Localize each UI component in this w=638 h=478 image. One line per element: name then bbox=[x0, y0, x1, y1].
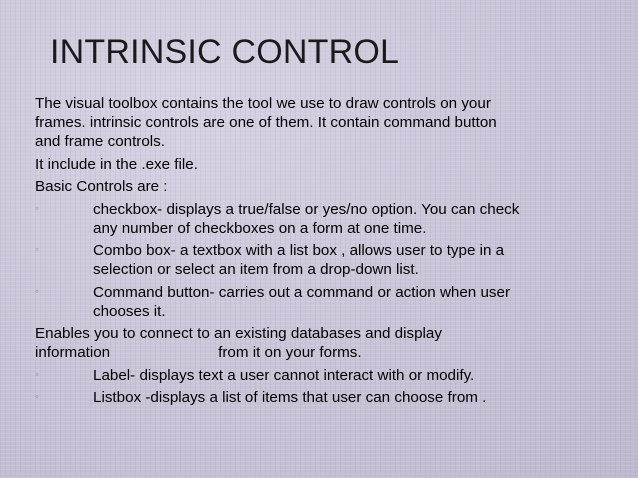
bullet-marker-icon: ◦ bbox=[35, 244, 39, 256]
bullet-label bbox=[35, 366, 610, 385]
slide-body bbox=[35, 94, 610, 411]
bullet-text-line-1: Command button- carries out a command or action when user bbox=[93, 283, 511, 301]
enables-line-2a: information bbox=[35, 344, 111, 361]
bullet-listbox bbox=[35, 388, 610, 407]
slide-title: INTRINSIC CONTROL bbox=[50, 33, 400, 71]
intro-line-1: The visual toolbox contains the tool we use to draw controls on your bbox=[35, 95, 491, 112]
bullet-text-line-1: checkbox- displays a true/false or yes/no option. You can check bbox=[93, 200, 520, 218]
bullet-text-line-1: Label- displays text a user cannot interact with or modify. bbox=[93, 366, 475, 384]
bullet-marker-icon: ◦ bbox=[35, 285, 39, 298]
bullet-text-line-2: any number of checkboxes on a form at one time. bbox=[93, 219, 427, 237]
bullet-combo-box bbox=[35, 241, 610, 279]
bullet-marker-icon: ◦ bbox=[35, 368, 39, 381]
bullet-text-line-1: Combo box- a textbox with a list box , allows user to type in a bbox=[93, 242, 505, 259]
enables-paragraph bbox=[35, 324, 610, 362]
bullet-marker-icon: ◦ bbox=[35, 391, 39, 403]
intro-line-2: frames. intrinsic controls are one of them. It contain command button bbox=[35, 114, 497, 131]
bullet-marker-icon: ◦ bbox=[35, 202, 39, 215]
enables-line-1: Enables you to connect to an existing databases and display bbox=[35, 325, 442, 342]
enables-line-2b: from it on your forms. bbox=[218, 344, 362, 361]
intro-line-3: and frame controls. bbox=[35, 133, 165, 150]
exe-note: It include in the .exe file. bbox=[35, 155, 198, 173]
bullet-text-line-2: selection or select an item from a drop-down list. bbox=[93, 261, 419, 278]
bullet-command-button bbox=[35, 283, 610, 321]
bullet-text-line-1: Listbox -displays a list of items that user can choose from . bbox=[93, 389, 487, 406]
bullet-checkbox bbox=[35, 200, 610, 238]
bullet-text-line-2: chooses it. bbox=[93, 302, 166, 320]
basic-controls-heading: Basic Controls are : bbox=[35, 178, 168, 195]
intro-paragraph bbox=[35, 94, 610, 151]
